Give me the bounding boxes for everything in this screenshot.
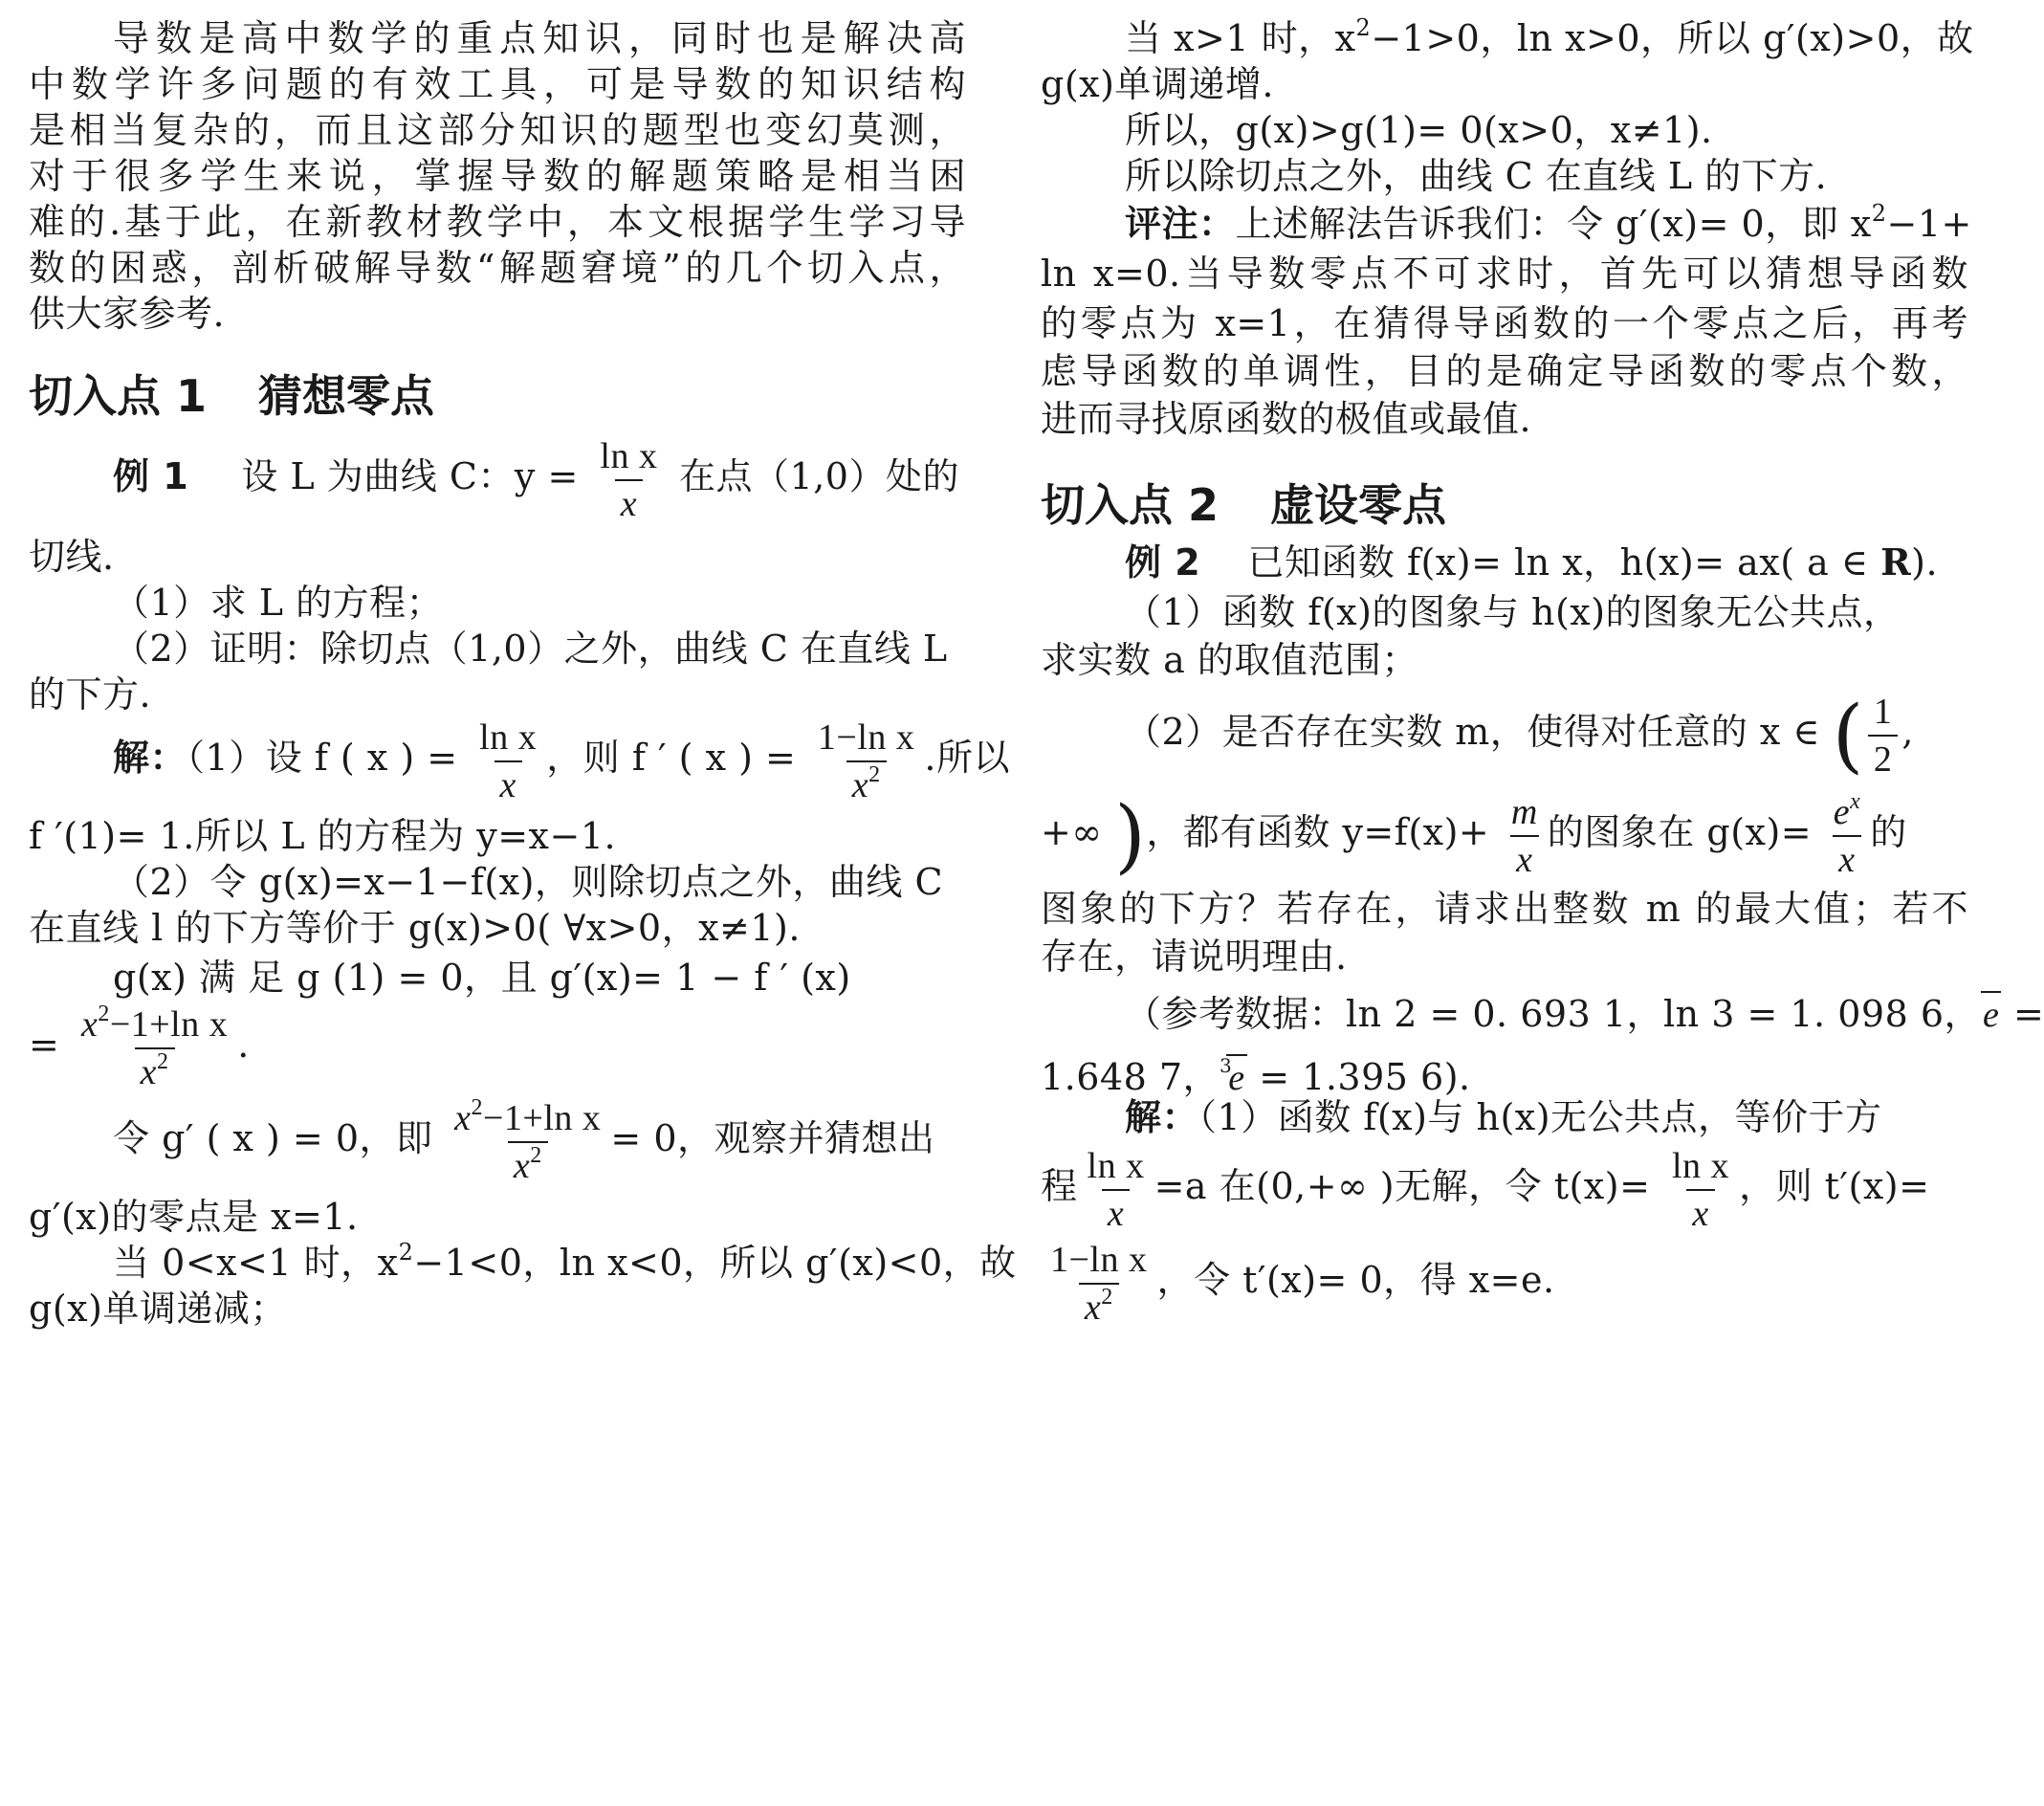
right-line-1: 当 x>1 时，$x^2-1>0$，ln x>0，所以 g′(x)>0，故	[1125, 14, 1974, 59]
ex2-question-2: （2）是否存在实数 m，使得对任意的 x ∈ ( $\frac{1}{2}$ ,	[1125, 688, 1914, 782]
example-1-cont: 切线.	[29, 536, 115, 578]
question-1: （1）求 L 的方程；	[113, 582, 444, 624]
remark-line-3: 的零点为 x=1，在猜得导函数的一个零点之后，再考	[1041, 302, 1968, 344]
ex2-question-2-line-2: +∞ )，都有函数 y=f(x)+ $\frac{m}{x}$ 的图象在 g(x)= $\frac{e^x}{x}$ 的	[1041, 788, 1907, 883]
section-2-heading	[1041, 471, 1446, 534]
example-2-line: 例 2 已知函数 f(x)= ln x，h(x)= ax( a ∈ R).	[1125, 540, 1939, 584]
solution-line-3: （2）令 g(x)=x−1−f(x)，则除切点之外，曲线 C	[113, 861, 944, 903]
ex2-question-1-cont: 求实数 a 的取值范围；	[1041, 639, 1418, 681]
derivative-fraction: $\frac{\text{1−ln x}}{x^2}$	[1050, 1239, 1148, 1328]
ex2-question-2-line-3: 图象的下方？若存在，请求出整数 m 的最大值；若不	[1041, 888, 1968, 930]
m-over-x-fraction: $\frac{m}{x}$	[1510, 791, 1538, 880]
question-2-cont: 的下方.	[29, 673, 152, 716]
section-1-heading	[29, 362, 434, 425]
solution-text-c: .所以	[924, 737, 1011, 779]
section-2-title: 虚设零点	[1270, 479, 1447, 531]
intro-line-4: 对于很多学生来说，掌握导数的解题策略是相当困	[29, 155, 966, 197]
solution-line-7: 令 g′ ( x ) = 0，即 $\frac{x^2-1+\ln x}{x^2}$ = 0，观察并猜想出	[113, 1094, 935, 1186]
ex2-solution-line-2: 程 $\frac{\text{ln x}}{x}$ =a 在(0,+∞ )无解，令 t(x)= $\frac{\text{ln x}}{x}$ ，则 t′(x)=	[1041, 1145, 1930, 1234]
solution-text-b: ，则 f ′ ( x ) =	[546, 737, 797, 779]
half-fraction: $\frac{1}{2}$	[1868, 693, 1899, 779]
intro-line-2: 中数学许多问题的有效工具，可是导数的知识结构	[29, 63, 966, 105]
ex2-solution-label: 解：	[1125, 1096, 1199, 1138]
solution-text-a: （1）设 f ( x ) =	[187, 737, 458, 779]
example-1-line	[29, 430, 966, 523]
remark-line-4: 虑导函数的单调性，目的是确定导函数的零点个数，	[1041, 350, 1968, 392]
remark-line-5: 进而寻找原函数的极值或最值.	[1041, 398, 1532, 440]
ex2-question-1: （1）函数 f(x)的图象与 h(x)的图象无公共点，	[1125, 591, 1901, 633]
solution-line-6: = $\frac{x^2-1+\ln x}{x^2}$ .	[29, 1001, 250, 1092]
reference-line-1: （参考数据：ln 2 = 0. 693 1，ln 3 = 1. 098 6，e =	[1125, 993, 2044, 1035]
lnx-over-x-fraction-2: $\frac{\text{ln x}}{x}$	[1672, 1145, 1730, 1234]
remark-line-1: 评注：上述解法告诉我们：令 g′(x)= 0，即 $x^2-1+$	[1125, 200, 1972, 245]
intro-line-7: 供大家参考.	[29, 293, 226, 335]
example-1-text-a: 设 L 为曲线 C：y =	[241, 455, 579, 497]
example-1-fraction: $\frac{\text{ln x}}{x}$	[600, 435, 658, 524]
intro-line-6: 数的困惑，剖析破解导数“解题窘境”的几个切入点，	[29, 247, 966, 289]
solution-line-2: f ′(1)= 1.所以 L 的方程为 y=x−1.	[29, 815, 617, 857]
section-1-title: 猜想零点	[258, 370, 435, 422]
solution-fraction-4: $\frac{x^2-1+\ln x}{x^2}$	[454, 1094, 602, 1186]
solution-line-5: g(x) 满 足 g (1) = 0，且 g′(x)= 1 − f ′ (x)	[113, 957, 851, 999]
right-line-2: g(x)单调递增.	[1041, 63, 1274, 105]
solution-label: 解：	[113, 737, 187, 779]
lnx-over-x-fraction-1: $\frac{\text{ln x}}{x}$	[1087, 1145, 1145, 1234]
ex2-solution-line-3: $\frac{\text{1−ln x}}{x^2}$ ，令 t′(x)= 0，得 x=e.	[1041, 1234, 1968, 1327]
intro-line-5: 难的.基于此，在新教材教学中，本文根据学生学习导	[29, 201, 966, 243]
ex-over-x-fraction: $\frac{e^x}{x}$	[1833, 788, 1861, 880]
section-2-label: 切入点 2	[1041, 479, 1220, 531]
remark-label: 评注：	[1125, 203, 1236, 245]
solution-fraction-1: $\frac{\text{ln x}}{x}$	[479, 716, 538, 805]
solution-line-10: g(x)单调递减；	[29, 1288, 287, 1330]
example-1-label: 例 1	[113, 455, 189, 497]
reference-line-2: 1.648 7，$^3$e = 1.395 6).	[1041, 1054, 1471, 1098]
solution-line-8: g′(x)的零点是 x=1.	[29, 1196, 359, 1238]
solution-line-9: 当 0<x<1 时，$x^2-1<0$，ln x<0，所以 g′(x)<0，故	[113, 1239, 1017, 1284]
solution-line-1	[29, 712, 1011, 805]
section-1-label: 切入点 1	[29, 370, 208, 422]
ex2-solution-line-1: 解：（1）函数 f(x)与 h(x)无公共点，等价于方	[1125, 1096, 1882, 1138]
intro-line-1: 导数是高中数学的重点知识，同时也是解决高	[113, 17, 966, 59]
intro-line-3: 是相当复杂的，而且这部分知识的题型也变幻莫测，	[29, 109, 966, 151]
solution-fraction-2: $\frac{\text{1−ln x}}{x^2}$	[817, 716, 915, 805]
question-2: （2）证明：除切点（1,0）之外，曲线 C 在直线 L	[113, 628, 948, 670]
example-2-label: 例 2	[1125, 541, 1201, 584]
remark-line-2: ln x=0.当导数零点不可求时，首先可以猜想导函数	[1041, 253, 1968, 295]
example-1-text-b: 在点（1,0）处的	[679, 455, 959, 497]
ex2-question-2-line-4: 存在，请说明理由.	[1041, 936, 1348, 978]
solution-line-4: 在直线 l 的下方等价于 g(x)>0( ∀x>0，x≠1).	[29, 907, 801, 949]
right-line-3: 所以，g(x)>g(1)= 0(x>0，x≠1).	[1125, 109, 1713, 151]
right-line-4: 所以除切点之外，曲线 C 在直线 L 的下方.	[1125, 155, 1828, 197]
solution-fraction-3: $\frac{x^2-1+\ln x}{x^2}$	[80, 1001, 229, 1092]
